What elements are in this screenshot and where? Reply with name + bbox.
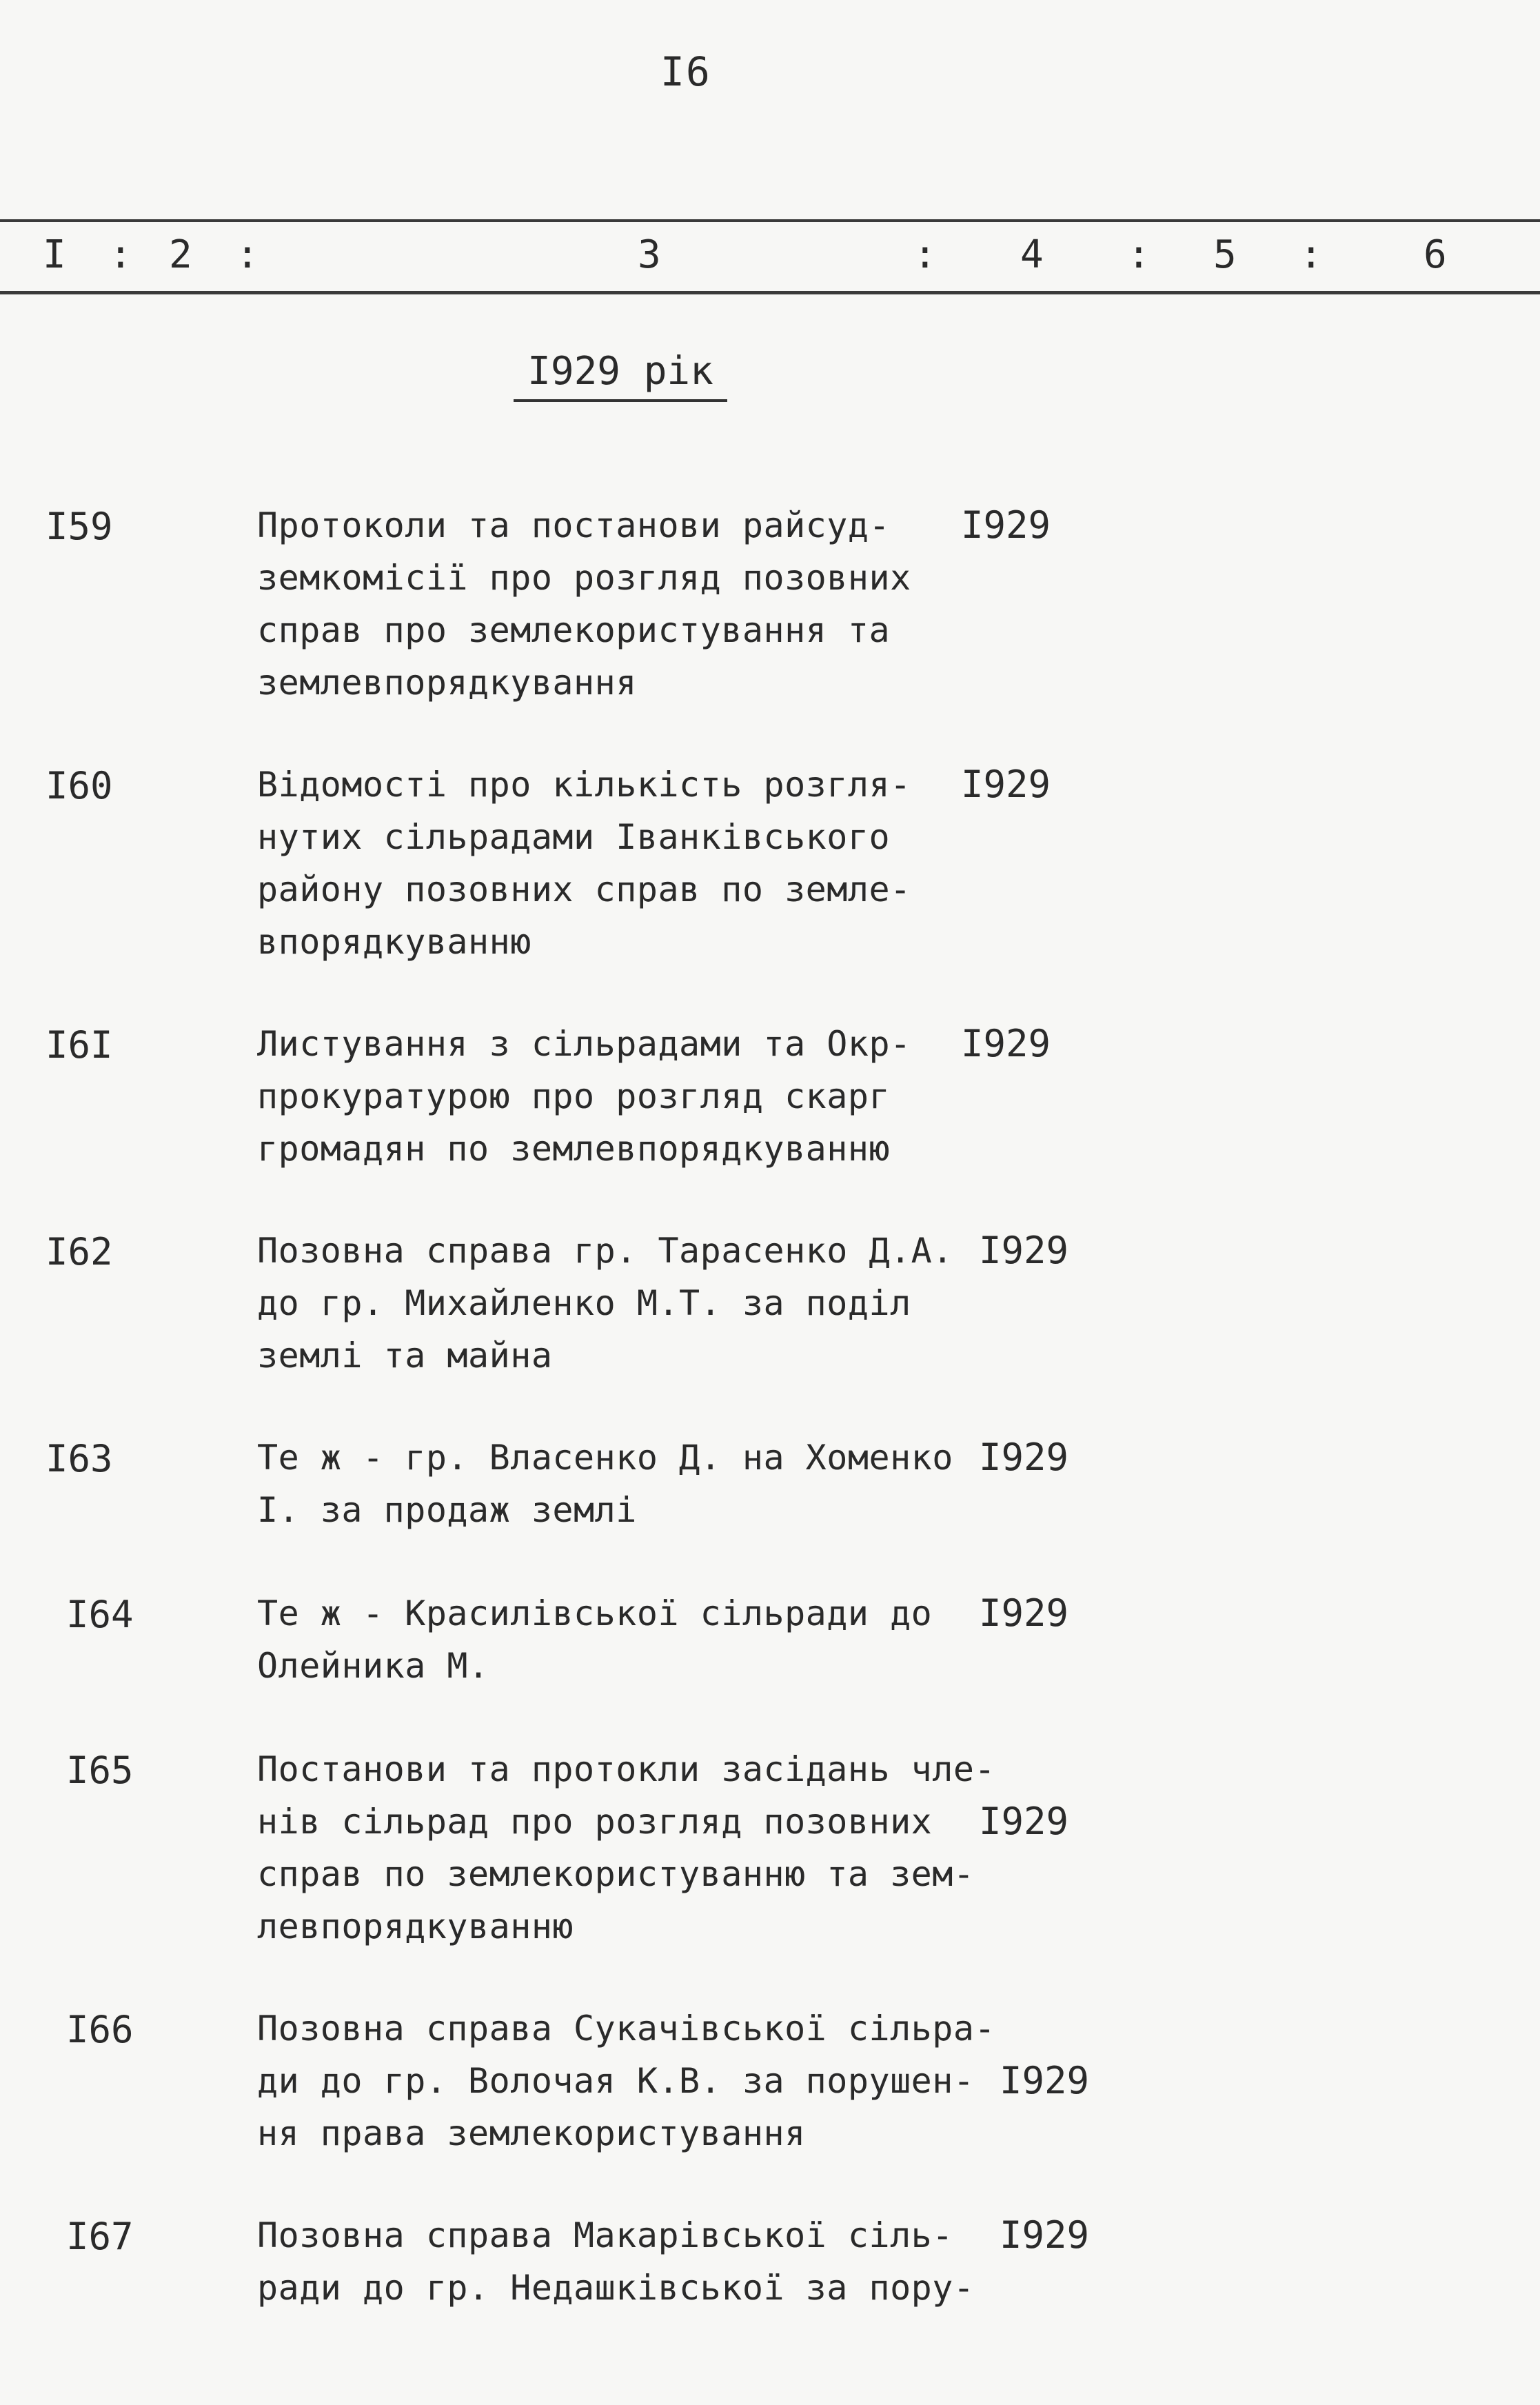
- entry-description: Листування з сільрадами та Окр- прокуратурою про розгляд скарг громадян по землевпорядкуванню: [257, 1024, 911, 1169]
- entry-number: I66: [66, 2008, 134, 2051]
- column-separator: :: [109, 232, 132, 277]
- entry-year: I929: [979, 1591, 1069, 1635]
- entry-number: I64: [66, 1593, 134, 1636]
- table-header-top-rule: [0, 219, 1540, 222]
- column-separator: :: [913, 232, 937, 277]
- entry-description: Протоколи та постанови райсуд- земкомісії про розгляд позовних справ про землекористування та землевпорядкування: [257, 505, 911, 703]
- entry-year: I929: [1000, 2213, 1090, 2257]
- column-header-1: I: [43, 232, 66, 277]
- column-separator: :: [236, 232, 259, 277]
- column-header-2: 2: [169, 232, 192, 277]
- entry-year: I929: [961, 503, 1051, 547]
- column-header-6: 6: [1424, 232, 1447, 277]
- entry-description: Те ж - гр. Власенко Д. на Хоменко І. за продаж землі: [257, 1438, 953, 1530]
- entry-number: I59: [45, 505, 113, 548]
- entry-number: I6I: [45, 1023, 113, 1067]
- entry-description: Те ж - Красилівської сільради до Олейника М.: [257, 1593, 933, 1686]
- column-header-5: 5: [1213, 232, 1237, 277]
- entry-year: I929: [979, 1436, 1069, 1479]
- section-year-title: I929 рік: [514, 349, 727, 402]
- entry-description: Постанови та протокли засідань чле- нів сільрад про розгляд позовних справ по землекористуванню та зем- левпорядкуванню: [257, 1749, 996, 1946]
- entry-description: Позовна справа гр. Тарасенко Д.А. до гр. Михайленко М.Т. за поділ землі та майна: [257, 1231, 953, 1376]
- entry-number: I65: [66, 1749, 134, 1792]
- entry-year: I929: [1000, 2059, 1090, 2102]
- column-separator: :: [1299, 232, 1323, 277]
- entry-number: I63: [45, 1437, 113, 1480]
- entry-description: Позовна справа Сукачівської сільра- ди до гр. Волочая К.В. за порушен- ня права землекористування: [257, 2009, 996, 2153]
- column-header-3: 3: [638, 232, 661, 277]
- entry-year: I929: [979, 1800, 1069, 1843]
- page-number: I6: [660, 48, 711, 95]
- table-header-bottom-rule: [0, 291, 1540, 294]
- entry-year: I929: [961, 1022, 1051, 1065]
- entry-number: I62: [45, 1230, 113, 1274]
- entry-description: Відомості про кількість розгля- нутих сільрадами Іванківського району позовних справ по земле- впорядкуванню: [257, 765, 911, 962]
- column-separator: :: [1127, 232, 1151, 277]
- entry-year: I929: [961, 763, 1051, 806]
- entry-description: Позовна справа Макарівської сіль- ради до гр. Недашківської за пору-: [257, 2215, 975, 2308]
- entry-number: I60: [45, 764, 113, 807]
- entry-year: I929: [979, 1229, 1069, 1272]
- entry-number: I67: [66, 2215, 134, 2258]
- column-header-4: 4: [1020, 232, 1044, 277]
